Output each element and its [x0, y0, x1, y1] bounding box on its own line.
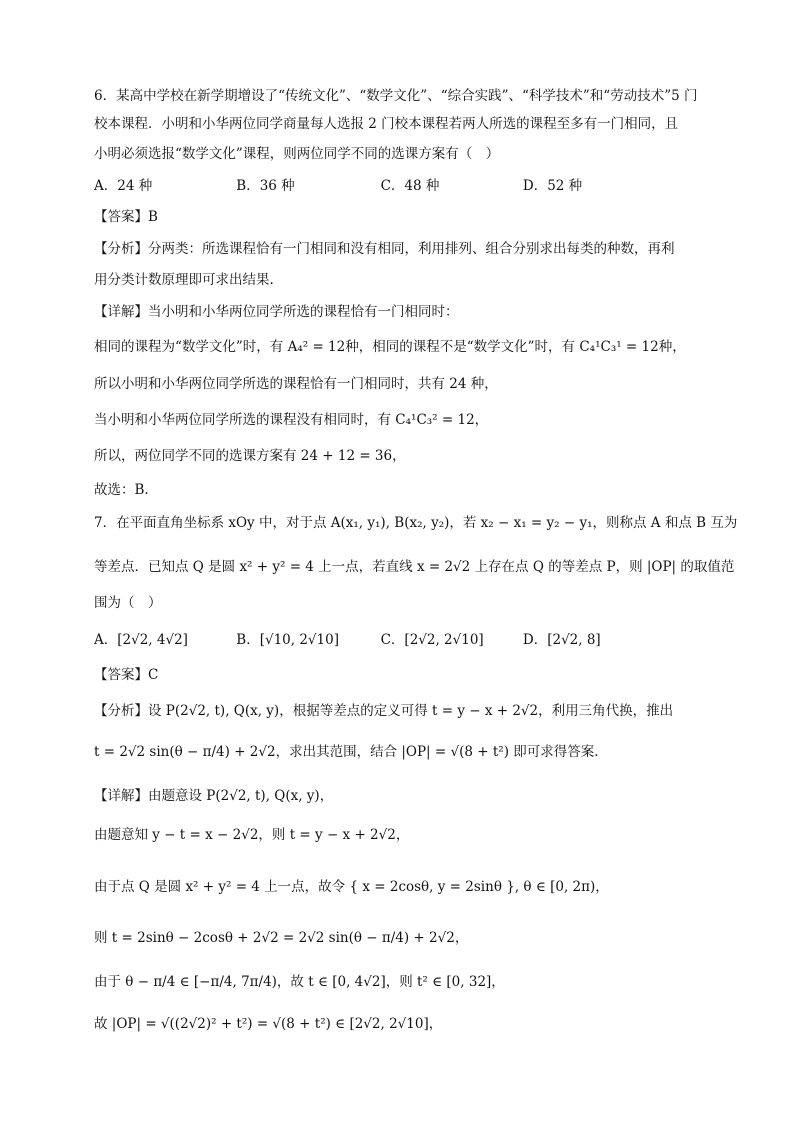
q6-answer-tag: 【答案】 — [94, 209, 148, 225]
q7-answer — [94, 665, 158, 685]
q6-analysis-line-2: 用分类计数原理即可求出结果. — [94, 272, 274, 288]
q7-stem-line-2: 等差点．已知点 Q 是圆 x² + y² = 4 上一点，若直线 x = 2√2 上存在点 Q 的等差点 P，则 |OP| 的取值范 — [94, 559, 735, 575]
q7-option-a: A．[2√2, 4√2] — [94, 632, 188, 648]
q6-option-b: B．36 种 — [236, 178, 295, 194]
q6-option-a: A．24 种 — [94, 178, 153, 194]
q6-option-c: C．48 种 — [380, 178, 440, 194]
q6-analysis-line-1 — [94, 239, 675, 259]
q6-options — [94, 176, 582, 196]
q6-answer — [94, 207, 158, 227]
q7-detail-line-2: 由题意知 y − t = x − 2√2，则 t = y − x + 2√2， — [94, 827, 410, 843]
q7-detail-line-5: 由于 θ − π/4 ∈ [−π/4, 7π/4)，故 t ∈ [0, 4√2]，则 t² ∈ [0, 32]， — [94, 974, 505, 990]
q7-analysis-line-2: t = 2√2 sin(θ − π/4) + 2√2，求出其范围，结合 |OP| = √(8 + t²) 即可求得答案. — [94, 744, 599, 760]
q7-option-d: D．[2√2, 8] — [522, 632, 601, 648]
q6-detail-tag: 【详解】 — [94, 304, 148, 320]
q6-analysis-text-1: 分两类：所选课程恰有一门相同和没有相同，利用排列、组合分别求出每类的种数，再利 — [148, 241, 675, 257]
q6-detail-line-5: 所以，两位同学不同的选课方案有 24 + 12 = 36， — [94, 448, 406, 464]
q6-answer-value: B — [148, 209, 158, 225]
q7-detail-text-1: 由题意设 P(2√2, t), Q(x, y)， — [148, 788, 334, 804]
q7-detail-line-4: 则 t = 2sinθ − 2cosθ + 2√2 = 2√2 sin(θ − π/4) + 2√2， — [94, 930, 469, 946]
q6-detail-line-6: 故选：B. — [94, 482, 149, 498]
q6-analysis-tag: 【分析】 — [94, 241, 148, 257]
q7-analysis-tag: 【分析】 — [94, 703, 148, 719]
q7-stem-line-3: 围为（ ） — [94, 595, 162, 611]
q6-stem-line-3: 小明必须选报“数学文化”课程，则两位同学不同的选课方案有（ ） — [94, 146, 500, 162]
q7-detail-line-1 — [94, 786, 333, 806]
q7-option-b: B．[√10, 2√10] — [236, 632, 339, 648]
q7-detail-line-3: 由于点 Q 是圆 x² + y² = 4 上一点，故令 { x = 2cosθ, y = 2sinθ }, θ ∈ [0, 2π)， — [94, 879, 609, 895]
q6-stem-line-2: 校本课程．小明和小华两位同学商量每人选报 2 门校本课程若两人所选的课程至多有一门相同，且 — [94, 116, 679, 132]
q7-option-c: C．[2√2, 2√10] — [380, 632, 484, 648]
q7-options — [94, 630, 601, 650]
q6-detail-line-3: 所以小明和小华两位同学所选的课程恰有一门相同时，共有 24 种， — [94, 376, 498, 392]
q6-detail-text-1: 当小明和小华两位同学所选的课程恰有一门相同时： — [148, 304, 459, 320]
q7-detail-tag: 【详解】 — [94, 788, 148, 804]
q7-analysis-line-1 — [94, 701, 673, 721]
q7-answer-tag: 【答案】 — [94, 667, 148, 683]
q6-detail-line-2: 相同的课程为“数学文化”时，有 A₄² = 12种，相同的课程不是“数学文化”时，有 C₄¹C₃¹ = 12种， — [94, 339, 686, 355]
q6-detail-line-1 — [94, 302, 459, 322]
q6-detail-line-4: 当小明和小华两位同学所选的课程没有相同时，有 C₄¹C₃² = 12， — [94, 412, 489, 428]
q6-stem-line-1: 6．某高中学校在新学期增设了“传统文化”、“数学文化”、“综合实践”、“科学技术”和“劳动技术”5 门 — [94, 88, 698, 104]
q7-analysis-text-1: 设 P(2√2, t), Q(x, y)，根据等差点的定义可得 t = y − x + 2√2，利用三角代换，推出 — [148, 703, 674, 719]
q7-answer-value: C — [148, 667, 159, 683]
q7-detail-line-6: 故 |OP| = √((2√2)² + t²) = √(8 + t²) ∈ [2√2, 2√10]， — [94, 1016, 443, 1032]
q6-option-d: D．52 种 — [522, 178, 583, 194]
q7-stem-line-1: 7．在平面直角坐标系 xOy 中，对于点 A(x₁, y₁), B(x₂, y₂)，若 x₂ − x₁ = y₂ − y₁，则称点 A 和点 B 互为 — [94, 515, 738, 531]
